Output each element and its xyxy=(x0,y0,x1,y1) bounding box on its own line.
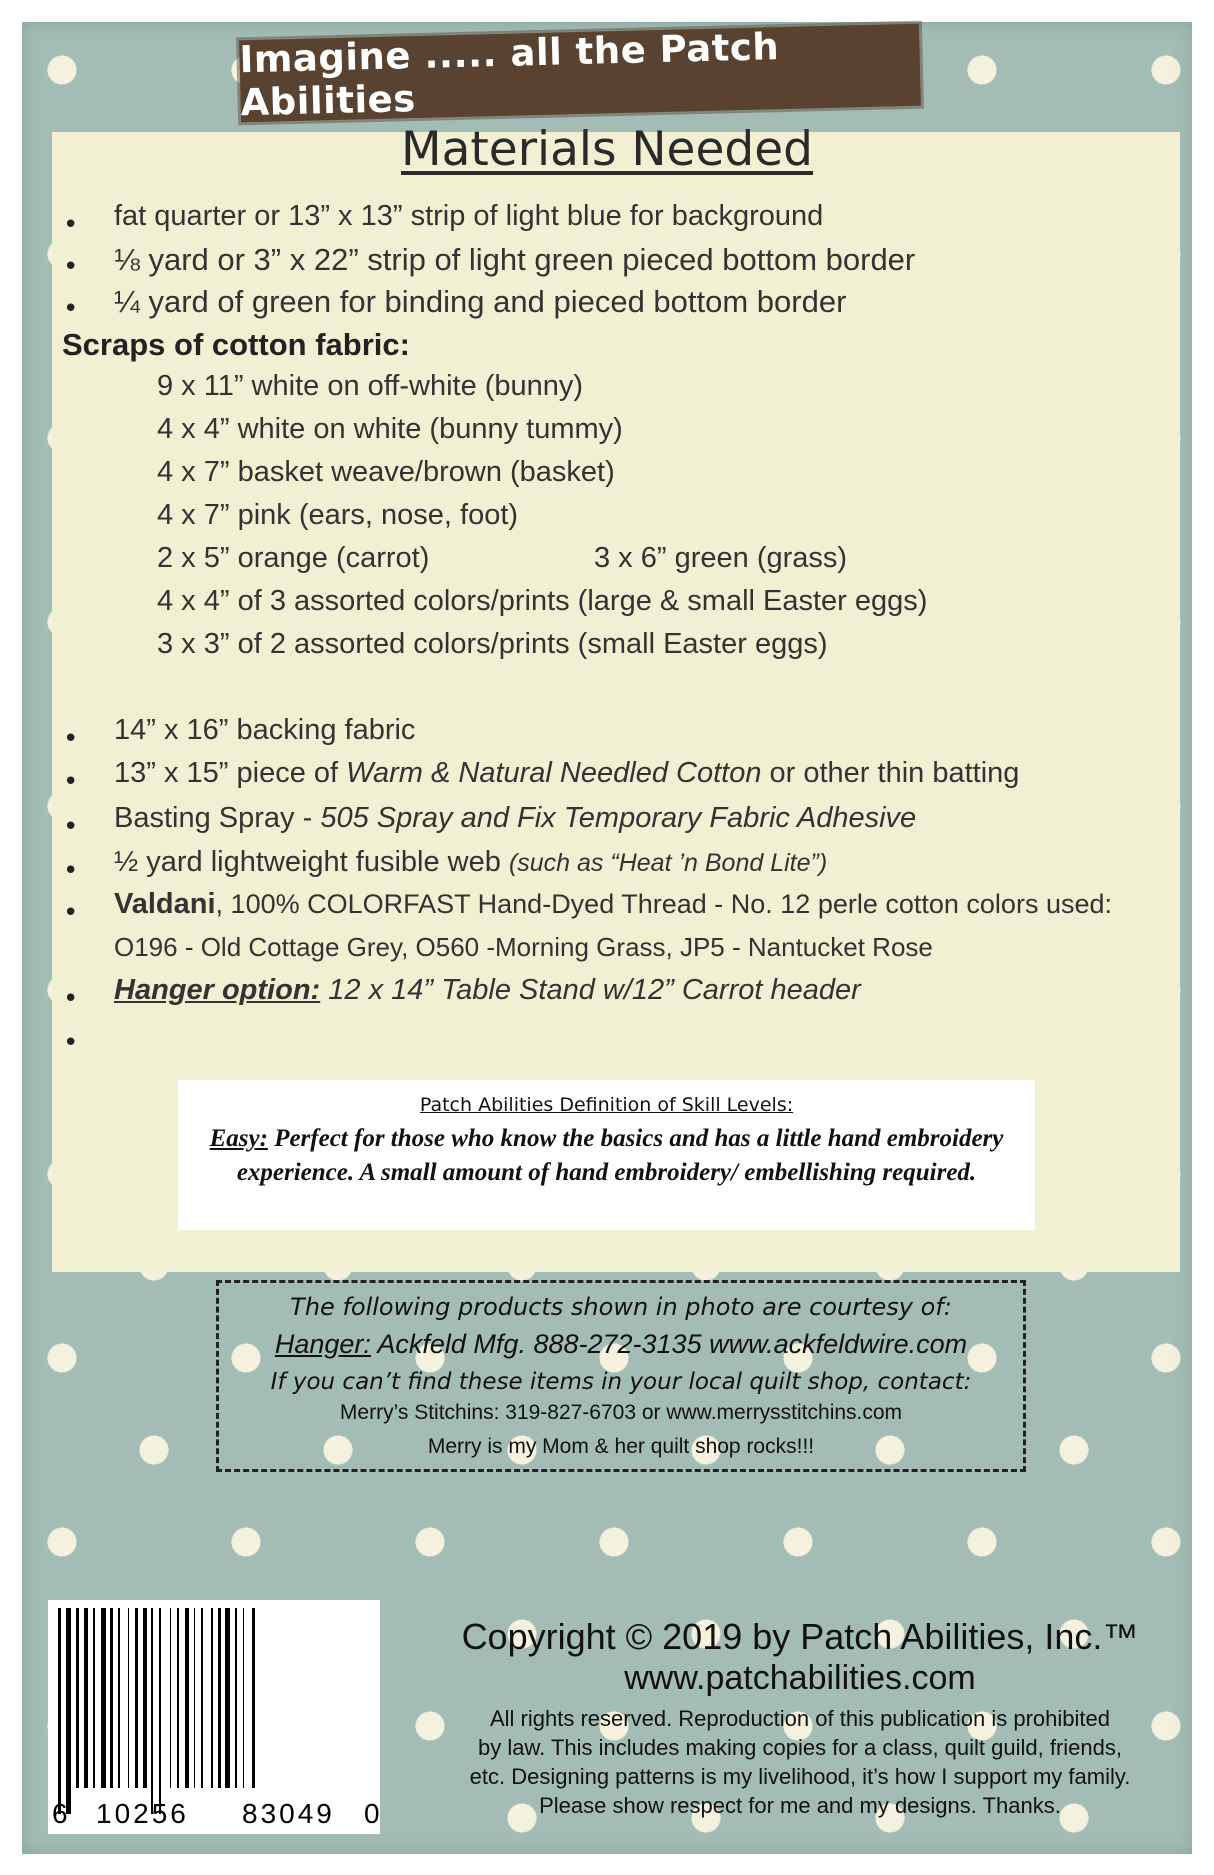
bullet-icon: • xyxy=(63,1028,79,1058)
material-item xyxy=(114,846,827,879)
barcode-bar xyxy=(159,1608,161,1814)
courtesy-hanger xyxy=(219,1329,1023,1360)
courtesy-hanger-info: Ackfeld Mfg. 888-272-3135 www.ackfeldwire.com xyxy=(370,1329,968,1359)
barcode-bar xyxy=(84,1608,88,1788)
spray-brand: 505 Spray and Fix Temporary Fabric Adhesive xyxy=(320,802,917,834)
courtesy-intro: The following products shown in photo are courtesy of: xyxy=(290,1293,952,1321)
scrap-item: 9 x 11” white on off-white (bunny) xyxy=(157,370,584,402)
bullet-icon: • xyxy=(63,294,79,324)
scrap-item: 4 x 4” of 3 assorted colors/prints (large & small Easter eggs) xyxy=(157,585,928,617)
barcode-bar xyxy=(151,1608,153,1814)
copyright-line: Copyright © 2019 by Patch Abilities, Inc.™ xyxy=(461,1616,1139,1657)
barcode-bar xyxy=(243,1608,244,1788)
skill-level-box xyxy=(178,1080,1035,1230)
material-item xyxy=(114,974,861,1007)
website-link[interactable]: www.patchabilities.com xyxy=(624,1659,976,1697)
skill-description xyxy=(208,1122,1005,1190)
barcode-bar xyxy=(201,1608,203,1788)
material-item: 14” x 16” backing fabric xyxy=(114,714,416,746)
material-item xyxy=(114,802,916,835)
page-title: Materials Needed xyxy=(401,122,813,177)
barcode-bar xyxy=(58,1608,61,1814)
barcode-check-digit: 0 xyxy=(364,1798,380,1829)
bullet-icon: • xyxy=(63,856,79,886)
courtesy-note: Merry is my Mom & her quilt shop rocks!!! xyxy=(427,1435,815,1458)
copyright-notice-line: All rights reserved. Reproduction of this publication is prohibited xyxy=(490,1706,1110,1731)
skill-title: Patch Abilities Definition of Skill Levels: xyxy=(419,1094,794,1116)
scrap-item: 2 x 5” orange (carrot) xyxy=(157,542,430,574)
barcode-bar xyxy=(76,1608,79,1788)
copyright-block xyxy=(400,1616,1200,1820)
barcode-bar xyxy=(235,1608,237,1788)
courtesy-contact-intro: If you can’t find these items in your local quilt shop, contact: xyxy=(270,1369,972,1395)
spray-prefix: Basting Spray - xyxy=(114,802,321,834)
scrap-item: 4 x 7” basket weave/brown (basket) xyxy=(157,456,615,488)
scraps-heading: Scraps of cotton fabric: xyxy=(62,327,410,362)
tagline-banner xyxy=(239,24,921,123)
courtesy-shop-info: Merry’s Stitchins: 319-827-6703 or www.merrysstitchins.com xyxy=(339,1401,903,1424)
barcode-bar xyxy=(252,1608,255,1788)
material-item: ¼ yard of green for binding and pieced bottom border xyxy=(114,284,847,319)
thread-brand: Valdani xyxy=(114,888,216,920)
courtesy-box xyxy=(216,1280,1026,1472)
barcode-bar xyxy=(135,1608,138,1788)
barcode-bar xyxy=(93,1608,95,1788)
bullet-icon: • xyxy=(63,812,79,842)
barcode-left-digits: 10256 xyxy=(96,1798,189,1829)
barcode-bar xyxy=(225,1608,230,1788)
bullet-icon: • xyxy=(63,252,79,282)
batting-prefix: 13” x 15” piece of xyxy=(114,757,347,789)
material-item: fat quarter or 13” x 13” strip of light blue for background xyxy=(114,200,824,232)
copyright-notice-line: Please show respect for me and my designs. Thanks. xyxy=(539,1793,1061,1818)
barcode-bar xyxy=(211,1608,213,1788)
barcode-bars xyxy=(58,1608,370,1800)
scrap-item: 4 x 7” pink (ears, nose, foot) xyxy=(157,499,519,531)
tagline-text: Imagine ..... all the Patch Abilities xyxy=(239,25,780,125)
web-brand: (such as “Heat ’n Bond Lite”) xyxy=(508,849,828,877)
copyright-notice-line: etc. Designing patterns is my livelihood, it’s how I support my family. xyxy=(469,1764,1131,1789)
barcode-bar xyxy=(110,1608,113,1788)
scrap-item: 3 x 6” green (grass) xyxy=(594,542,848,574)
hanger-option-text: 12 x 14” Table Stand w/12” Carrot header xyxy=(320,974,861,1006)
skill-text: Perfect for those who know the basics and has a little hand embroidery experience. A small amount of hand embroidery/ embellishing required. xyxy=(236,1125,1004,1186)
scrap-item: 4 x 4” white on white (bunny tummy) xyxy=(157,413,623,445)
barcode-bar xyxy=(185,1608,189,1788)
bullet-icon: • xyxy=(63,724,79,754)
barcode-bar xyxy=(177,1608,179,1788)
web-prefix: ½ yard lightweight fusible web xyxy=(114,846,509,878)
scrap-item: 3 x 3” of 2 assorted colors/prints (small Easter eggs) xyxy=(157,628,828,660)
hanger-option-label: Hanger option: xyxy=(114,974,321,1006)
upc-barcode xyxy=(48,1600,380,1834)
barcode-bar xyxy=(194,1608,195,1788)
barcode-bar xyxy=(128,1608,129,1788)
courtesy-hanger-label: Hanger: xyxy=(274,1329,371,1359)
barcode-bar xyxy=(101,1608,106,1788)
material-item xyxy=(114,888,1112,921)
barcode-bar xyxy=(170,1608,171,1788)
batting-brand: Warm & Natural Needled Cotton xyxy=(346,757,762,789)
barcode-bar xyxy=(143,1608,147,1788)
barcode-right-digits: 83049 xyxy=(242,1798,335,1829)
skill-level: Easy: xyxy=(209,1125,268,1152)
material-item: ⅛ yard or 3” x 22” strip of light green pieced bottom border xyxy=(114,242,916,277)
bullet-icon: • xyxy=(63,767,79,797)
barcode-bar xyxy=(118,1608,120,1788)
bullet-icon: • xyxy=(63,898,79,928)
copyright-notice-line: by law. This includes making copies for a class, quilt guild, friends, xyxy=(477,1735,1122,1760)
bullet-icon: • xyxy=(63,984,79,1014)
barcode-bar xyxy=(66,1608,71,1814)
thread-colors: O196 - Old Cottage Grey, O560 -Morning Grass, JP5 - Nantucket Rose xyxy=(114,932,933,962)
thread-description: , 100% COLORFAST Hand-Dyed Thread - No. 12 perle cotton colors used: xyxy=(215,889,1112,919)
copyright-notice xyxy=(400,1704,1200,1820)
barcode-bar xyxy=(218,1608,221,1788)
batting-suffix: or other thin batting xyxy=(761,757,1020,789)
barcode-first-digit: 6 xyxy=(52,1798,68,1829)
material-item xyxy=(114,757,1019,790)
bullet-icon: • xyxy=(63,210,79,240)
